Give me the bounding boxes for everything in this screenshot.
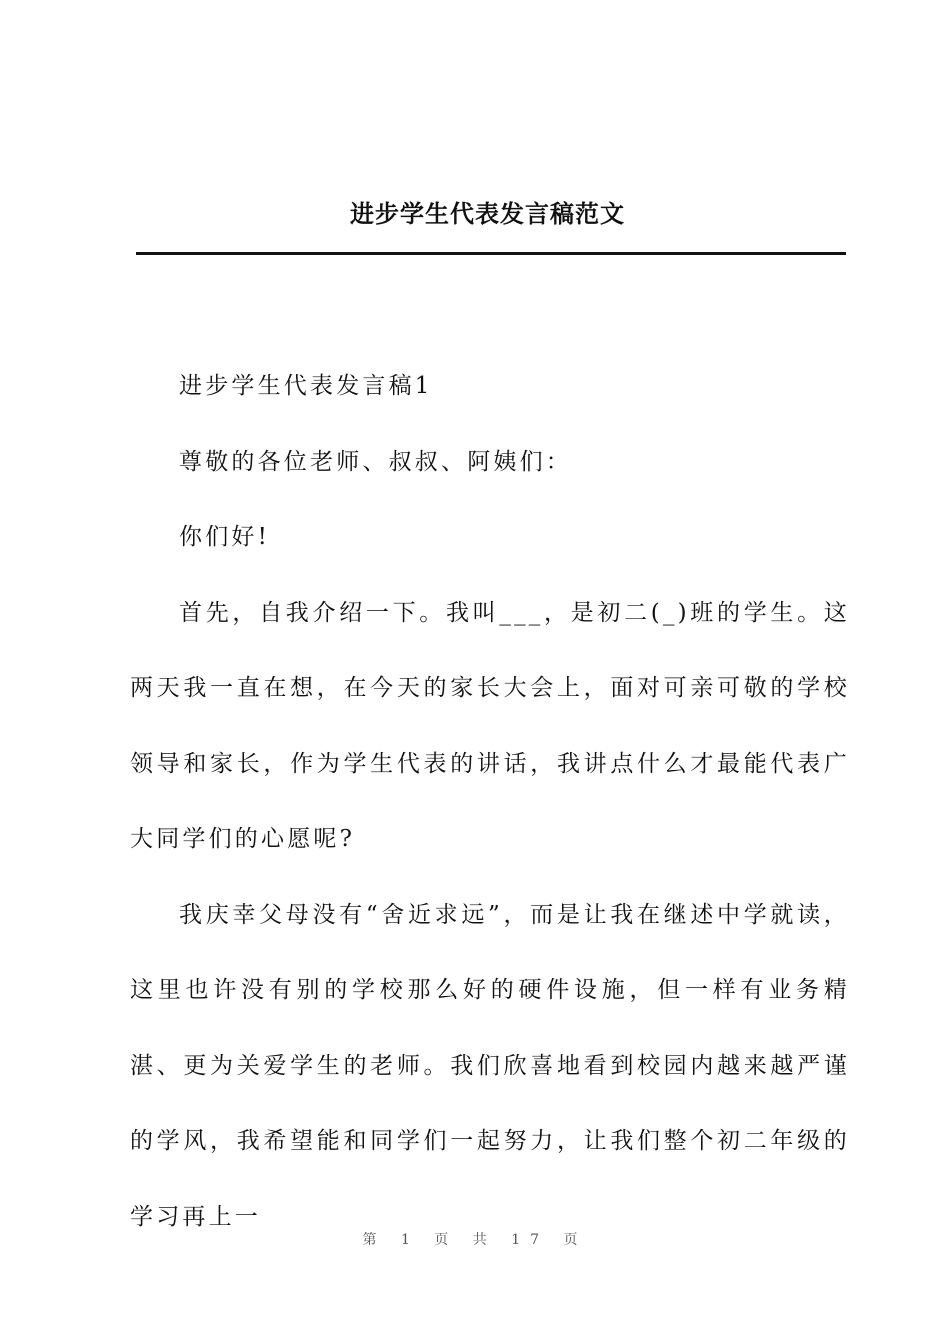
page-number-footer: 第 1 页 共 17 页 — [362, 1232, 588, 1248]
paragraph-school: 我庆幸父母没有“舍近求远”，而是让我在继述中学就读，这里也许没有别的学校那么好的硬件设施，但一样有业务精湛、更为关爱学生的老师。我们欣喜地看到校园内越来越严谨的学风，我希望能和同学们一起努力，让我们整个初二年级的学习再上一 — [130, 901, 850, 1230]
paragraph-salutation: 尊敬的各位老师、叔叔、阿姨们： — [179, 448, 572, 475]
document-title: 进步学生代表发言稿范文 — [350, 200, 625, 228]
title-divider — [136, 252, 846, 255]
paragraph-heading: 进步学生代表发言稿1 — [179, 373, 433, 399]
paragraph-greeting: 你们好! — [179, 524, 271, 550]
document-body — [130, 349, 850, 1255]
paragraph-introduction: 首先，自我介绍一下。我叫___，是初二(_)班的学生。这两天我一直在想，在今天的家长大会上，面对可亲可敬的学校领导和家长，作为学生代表的讲话，我讲点什么才最能代表广大同学们的心愿呢? — [130, 599, 850, 852]
